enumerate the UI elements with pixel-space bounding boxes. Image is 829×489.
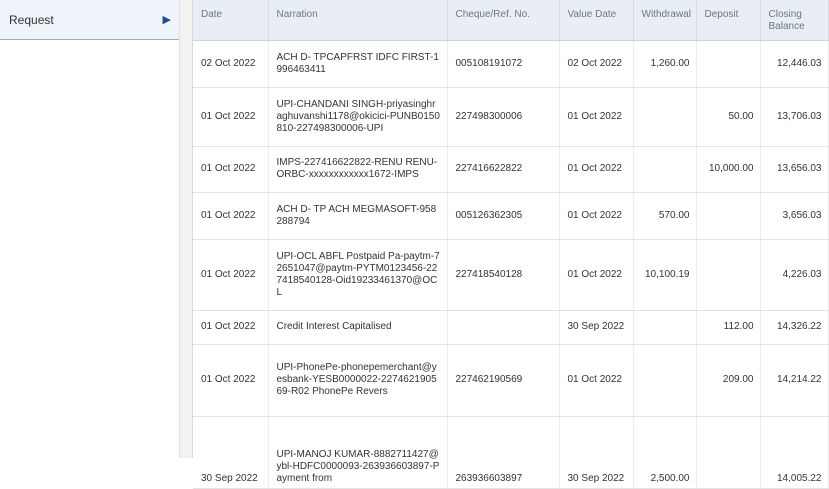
sidebar-item-label: Request <box>9 12 54 27</box>
cell-deposit: 112.00 <box>696 310 760 344</box>
cell-withdrawal <box>633 146 696 192</box>
cell-narration <box>268 192 447 239</box>
cell-deposit: 10,000.00 <box>696 146 760 192</box>
cell-withdrawal: 1,260.00 <box>633 40 696 87</box>
cell-withdrawal <box>633 344 696 416</box>
header-withdrawal[interactable]: Withdrawal <box>633 0 696 40</box>
header-closing-balance[interactable]: Closing Balance <box>760 0 828 40</box>
table-header-row <box>193 0 828 40</box>
cell-narration <box>268 146 447 192</box>
cell-balance: 14,326.22 <box>760 310 828 344</box>
cell-deposit <box>696 192 760 239</box>
table-row <box>193 239 828 310</box>
table-row <box>193 310 828 344</box>
statement-table-container <box>192 0 827 484</box>
table-row <box>193 40 828 87</box>
sidebar-item-request[interactable] <box>0 0 179 40</box>
panel-gutter <box>180 0 192 458</box>
cell-date: 02 Oct 2022 <box>193 40 268 87</box>
cell-balance: 13,706.03 <box>760 87 828 146</box>
cell-value-date: 01 Oct 2022 <box>559 344 633 416</box>
cell-balance: 14,214.22 <box>760 344 828 416</box>
cell-deposit: 209.00 <box>696 344 760 416</box>
narration-text: ACH D- TP ACH MEGMASOFT-958288794 <box>276 203 437 227</box>
cell-narration <box>268 344 447 416</box>
cell-withdrawal <box>633 87 696 146</box>
cell-balance: 14,005.22 <box>760 416 828 488</box>
header-value-date[interactable]: Value Date <box>559 0 633 40</box>
statement-table <box>193 0 829 489</box>
cell-value-date: 02 Oct 2022 <box>559 40 633 87</box>
cell-deposit <box>696 239 760 310</box>
table-row <box>193 146 828 192</box>
header-cheque-ref[interactable]: Cheque/Ref. No. <box>447 0 559 40</box>
cell-ref: 227416622822 <box>447 146 559 192</box>
table-row <box>193 416 828 488</box>
header-narration[interactable]: Narration <box>268 0 447 40</box>
cell-date: 01 Oct 2022 <box>193 239 268 310</box>
cell-withdrawal <box>633 310 696 344</box>
cell-value-date: 01 Oct 2022 <box>559 87 633 146</box>
cell-withdrawal: 2,500.00 <box>633 416 696 488</box>
cell-narration <box>268 87 447 146</box>
cell-withdrawal: 570.00 <box>633 192 696 239</box>
narration-text: Credit Interest Capitalised <box>276 321 392 332</box>
cell-ref: 005126362305 <box>447 192 559 239</box>
narration-text: UPI-OCL ABFL Postpaid Pa-paytm-72651047@paytm-PYTM0123456-227418540128-Oid19233461370@OCL <box>276 250 440 298</box>
cell-deposit: 50.00 <box>696 87 760 146</box>
cell-date: 01 Oct 2022 <box>193 310 268 344</box>
cell-value-date: 01 Oct 2022 <box>559 192 633 239</box>
narration-text: UPI-CHANDANI SINGH-priyasinghraghuvanshi1178@okicici-PUNB0150810-227498300006-UPI <box>276 98 440 134</box>
cell-ref: 005108191072 <box>447 40 559 87</box>
cell-value-date: 30 Sep 2022 <box>559 416 633 488</box>
narration-text: ACH D- TPCAPFRST IDFC FIRST-1996463411 <box>276 51 439 75</box>
cell-narration <box>268 416 447 488</box>
cell-value-date: 30 Sep 2022 <box>559 310 633 344</box>
cell-deposit <box>696 416 760 488</box>
cell-narration <box>268 239 447 310</box>
cell-balance: 3,656.03 <box>760 192 828 239</box>
header-date[interactable]: Date <box>193 0 268 40</box>
cell-date: 01 Oct 2022 <box>193 146 268 192</box>
triangle-right-icon: ▶ <box>162 14 171 26</box>
cell-deposit <box>696 40 760 87</box>
cell-date: 01 Oct 2022 <box>193 344 268 416</box>
cell-date: 01 Oct 2022 <box>193 87 268 146</box>
cell-balance: 4,226.03 <box>760 239 828 310</box>
table-row <box>193 344 828 416</box>
cell-date: 01 Oct 2022 <box>193 192 268 239</box>
narration-text: UPI-MANOJ KUMAR-8882711427@ybl-HDFC0000093-263936603897-Payment from <box>276 448 440 484</box>
cell-ref: 263936603897 <box>447 416 559 488</box>
cell-value-date: 01 Oct 2022 <box>559 146 633 192</box>
cell-balance: 13,656.03 <box>760 146 828 192</box>
table-row <box>193 192 828 239</box>
narration-text: UPI-PhonePe-phonepemerchant@yesbank-YESB0000022-227462190569-R02 PhonePe Revers <box>276 362 437 397</box>
cell-date: 30 Sep 2022 <box>193 416 268 488</box>
cell-narration <box>268 310 447 344</box>
narration-text: IMPS-227416622822-RENU RENU-ORBC-xxxxxxxxxxxx1672-IMPS <box>276 157 438 180</box>
cell-balance: 12,446.03 <box>760 40 828 87</box>
header-deposit[interactable]: Deposit <box>696 0 760 40</box>
sidebar <box>0 0 180 458</box>
cell-ref <box>447 310 559 344</box>
cell-ref: 227498300006 <box>447 87 559 146</box>
cell-ref: 227418540128 <box>447 239 559 310</box>
cell-value-date: 01 Oct 2022 <box>559 239 633 310</box>
table-row <box>193 87 828 146</box>
cell-withdrawal: 10,100.19 <box>633 239 696 310</box>
cell-narration <box>268 40 447 87</box>
cell-ref: 227462190569 <box>447 344 559 416</box>
